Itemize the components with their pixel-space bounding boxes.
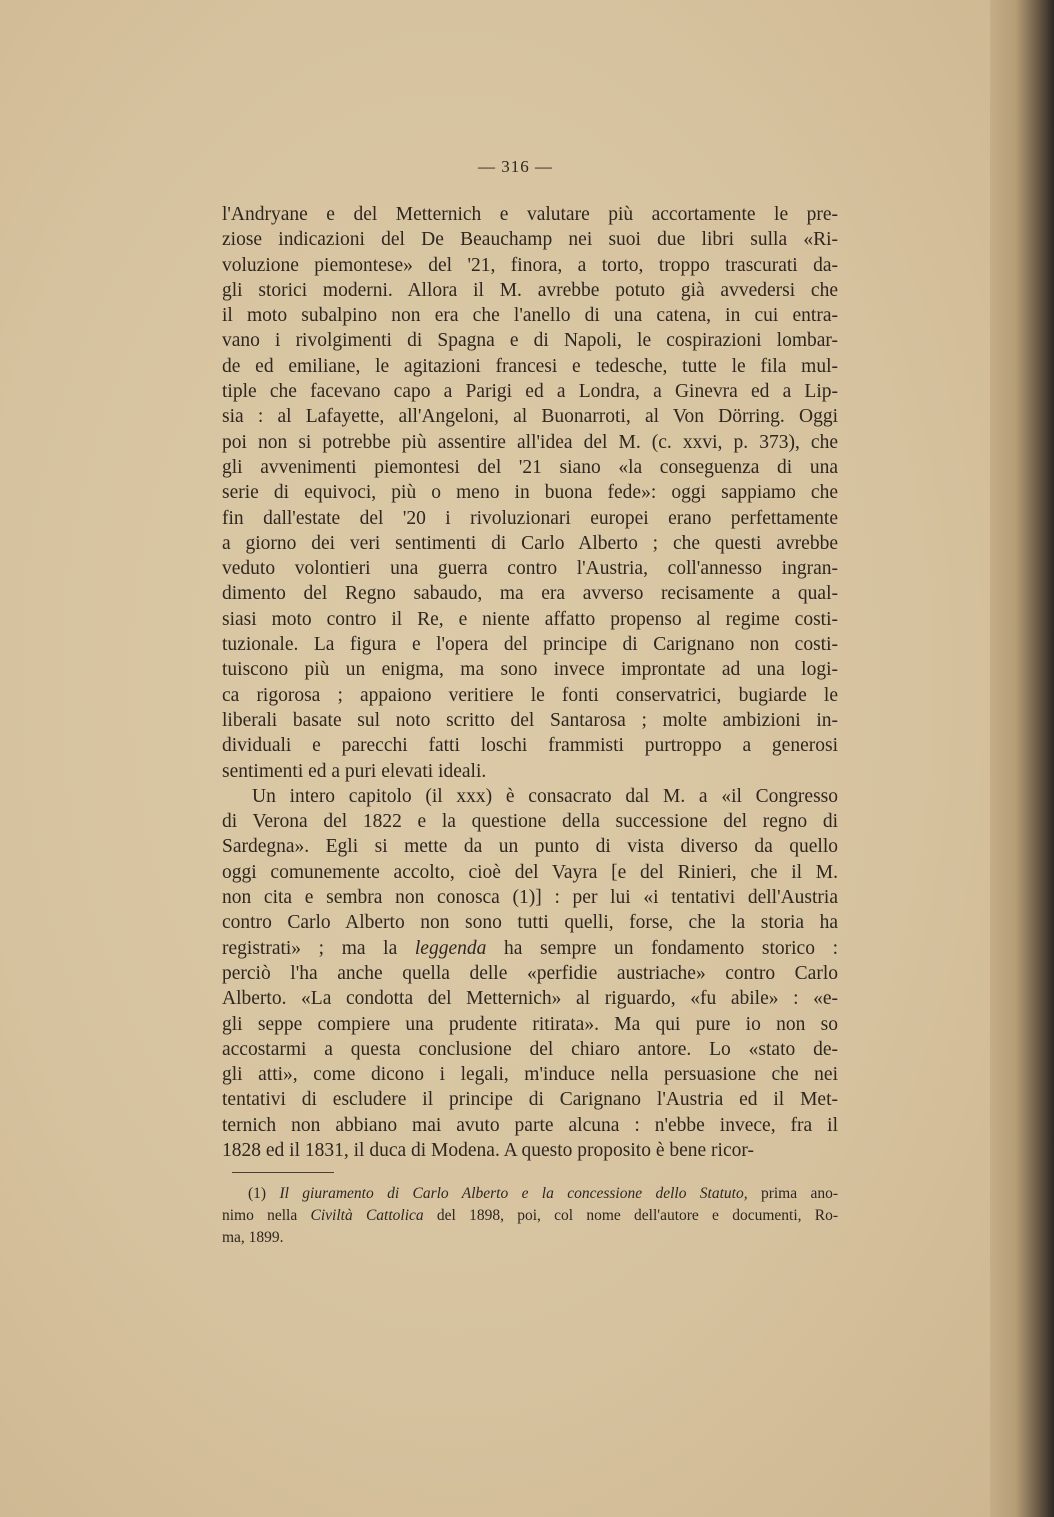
text-segment: registrati» ; ma la [222,937,415,959]
footnote-line [222,1183,838,1205]
text-line: veduto volontieri una guerra contro l'Austria, coll'annesso ingran- [222,558,838,580]
text-line: di Verona del 1822 e la questione della successione del regno di [222,811,838,833]
footnote-journal: Civiltà Cattolica [310,1207,424,1224]
footnote-divider [232,1172,334,1173]
text-line: gli storici moderni. Allora il M. avrebbe potuto già avvedersi che [222,279,838,301]
text-line: gli atti», come dicono i legali, m'induce nella persuasione che nei [222,1064,838,1086]
text-line: ca rigorosa ; appaiono veritiere le fonti conservatrici, bugiarde le [222,684,838,706]
text-line: Sardegna». Egli si mette da un punto di vista diverso da quello [222,836,838,858]
text-line: tuiscono più un enigma, ma sono invece improntate ad una logi- [222,659,838,681]
text-line: gli avvenimenti piemontesi del '21 siano «la conseguenza di una [222,456,838,478]
text-line: siasi moto contro il Re, e niente affatto propenso al regime costi- [222,608,838,630]
footnote [222,1183,838,1249]
text-line: 1828 ed il 1831, il duca di Modena. A questo proposito è bene ricor- [222,1139,754,1161]
footnote-text: del 1898, poi, col nome dell'autore e documenti, Ro- [423,1207,839,1224]
text-line: dividuali e parecchi fatti loschi frammisti purtroppo a generosi [222,735,838,757]
footnote-line: ma, 1899. [222,1229,284,1246]
text-line: ziose indicazioni del De Beauchamp nei suoi due libri sulla «Ri- [222,229,838,251]
text-line: oggi comunemente accolto, cioè del Vayra [e del Rinieri, che il M. [222,861,838,883]
text-line: voluzione piemontese» del '21, finora, a torto, troppo trascurati da- [222,254,838,276]
text-line: Alberto. «La condotta del Metternich» al riguardo, «fu abile» : «e- [222,988,838,1010]
text-line: poi non si potrebbe più assentire all'idea del M. (c. xxvi, p. 373), che [222,431,838,453]
emphasized-word: leggenda [414,937,487,959]
text-line: contro Carlo Alberto non sono tutti quelli, forse, che la storia ha [222,912,838,934]
footnote-text: nimo nella [222,1207,311,1224]
text-line: ternich non abbiano mai avuto parte alcuna : n'ebbe invece, fra il [222,1114,838,1136]
text-line: dimento del Regno sabaudo, ma era avverso recisamente a qual- [222,583,838,605]
text-line: de ed emiliane, le agitazioni francesi e tedesche, tutte le fila mul- [222,355,838,377]
footnote-text: prima ano- [747,1185,839,1202]
text-line: serie di equivoci, più o meno in buona fede»: oggi sappiamo che [222,482,838,504]
text-line [222,936,838,961]
text-segment: ha sempre un fondamento storico : [486,937,838,959]
footnote-title: Il giuramento di Carlo Alberto e la concessione dello Statuto, [279,1185,748,1202]
text-line: il moto subalpino non era che l'anello di una catena, in cui entra- [222,305,838,327]
text-line: Un intero capitolo (il xxx) è consacrato dal M. a «il Congresso [252,785,838,807]
page-number: — 316 — [478,157,553,176]
footnote-marker: (1) [248,1185,280,1202]
text-line: tiple che facevano capo a Parigi ed a Londra, a Ginevra ed a Lip- [222,381,838,403]
text-line: fin dall'estate del '20 i rivoluzionari europei erano perfettamente [222,507,838,529]
text-line: gli seppe compiere una prudente ritirata». Ma qui pure io non so [222,1013,838,1035]
text-line: sia : al Lafayette, all'Angeloni, al Buonarroti, al Von Dörring. Oggi [222,406,838,428]
text-line: vano i rivolgimenti di Spagna e di Napoli, le cospirazioni lombar- [222,330,838,352]
text-line: liberali basate sul noto scritto del Santarosa ; molte ambizioni in- [222,709,838,731]
page-edge [990,0,1054,1517]
text-line: tentativi di escludere il principe di Carignano l'Austria ed il Met- [222,1089,838,1111]
body-text [222,202,838,1163]
text-line: tuzionale. La figura e l'opera del principe di Carignano non costi- [222,634,838,656]
text-line: l'Andryane e del Metternich e valutare più accortamente le pre- [222,204,838,225]
text-line: sentimenti ed a puri elevati ideali. [222,760,487,782]
footnote-line [222,1205,838,1227]
text-line: non cita e sembra non conosca (1)] : per lui «i tentativi dell'Austria [222,887,838,909]
text-line: accostarmi a questa conclusione del chiaro antore. Lo «stato de- [222,1038,838,1060]
text-line: a giorno dei veri sentimenti di Carlo Alberto ; che questi avrebbe [222,532,838,554]
text-line: perciò l'ha anche quella delle «perfidie austriache» contro Carlo [222,962,838,984]
